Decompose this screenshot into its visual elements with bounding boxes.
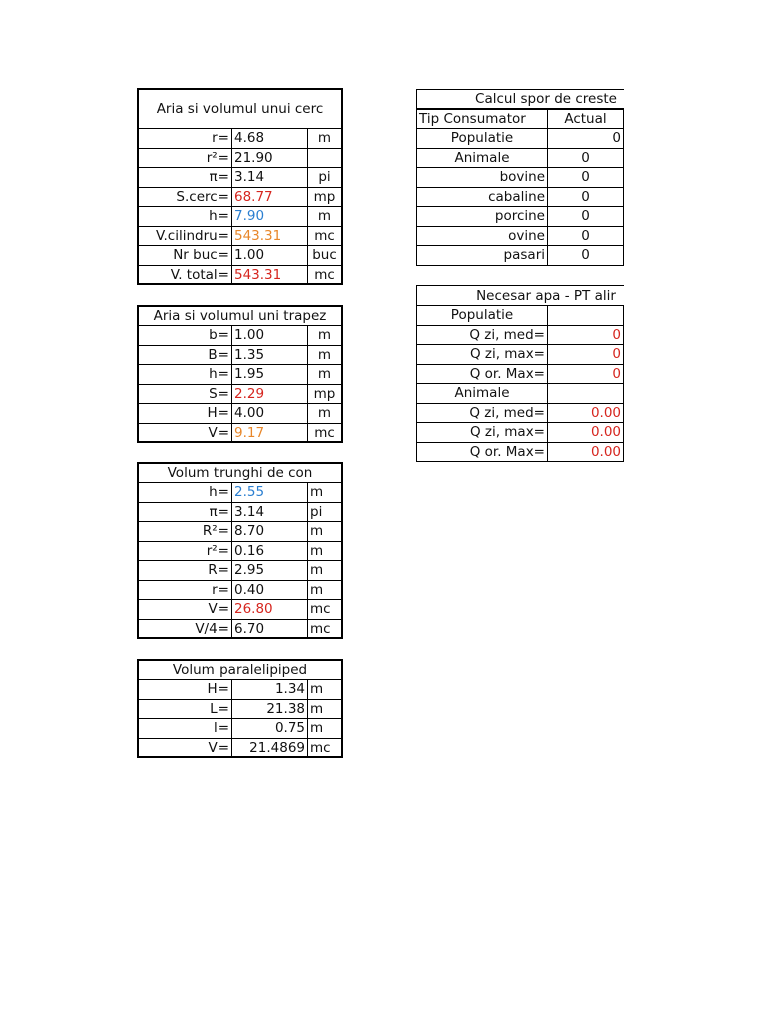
trapez-value: 2.29 [231, 384, 308, 405]
cerc-unit [307, 148, 342, 169]
spor-row [416, 245, 624, 265]
con-value: 2.55 [231, 482, 308, 503]
con-unit: m [307, 541, 342, 562]
spor-title: Calcul spor de creste [416, 89, 624, 109]
necesar-row [416, 422, 624, 442]
paralelipiped-unit: m [307, 718, 342, 739]
cerc-value: 543.31 [231, 226, 308, 247]
necesar-value: 0.00 [547, 442, 624, 463]
necesar-value [547, 383, 624, 404]
spor-value: 0 [547, 226, 624, 247]
spor-extra [623, 226, 624, 247]
trapez-value: 1.95 [231, 364, 308, 385]
cerc-value: 7.90 [231, 206, 308, 227]
cerc-unit: m [307, 206, 342, 227]
trapez-value: 1.00 [231, 325, 308, 346]
cerc-row [138, 206, 342, 226]
necesar-label: Q or. Max= [416, 364, 548, 385]
paralelipiped-title: Volum paralelipiped [138, 660, 342, 680]
spor-value: 0 [547, 187, 624, 208]
paralelipiped-value: 21.4869 [231, 738, 308, 759]
con-row [138, 580, 342, 600]
paralelipiped-value: 21.38 [231, 699, 308, 720]
con-unit: m [307, 482, 342, 503]
cerc-label: S.cerc= [138, 187, 232, 208]
trapez-label: V= [138, 423, 232, 444]
con-value: 0.16 [231, 541, 308, 562]
con-value: 2.95 [231, 560, 308, 581]
spor-label: cabaline [416, 187, 548, 208]
necesar-value: 0 [547, 364, 624, 385]
paralelipiped-label: V= [138, 738, 232, 759]
cerc-unit: mc [307, 265, 342, 286]
necesar-extra [623, 422, 624, 443]
spor-row [416, 187, 624, 207]
necesar-label: Q zi, max= [416, 344, 548, 365]
cerc-value: 1.00 [231, 245, 308, 266]
necesar-value: 0.00 [547, 403, 624, 424]
necesar-label: Q or. Max= [416, 442, 548, 463]
cerc-table [138, 89, 342, 284]
con-unit: pi [307, 502, 342, 523]
trapez-label: h= [138, 364, 232, 385]
spor-label: bovine [416, 167, 548, 188]
con-row [138, 482, 342, 502]
cerc-row [138, 128, 342, 148]
con-unit: m [307, 560, 342, 581]
cerc-label: r= [138, 128, 232, 149]
cerc-value: 543.31 [231, 265, 308, 286]
necesar-extra [623, 364, 624, 385]
trapez-unit: m [307, 364, 342, 385]
spor-extra [623, 167, 624, 188]
con-row [138, 502, 342, 522]
spor-row [416, 148, 624, 168]
spor-extra [623, 148, 624, 169]
cerc-value: 21.90 [231, 148, 308, 169]
spor-value: 0 [547, 245, 624, 266]
trapez-label: b= [138, 325, 232, 346]
trapez-label: H= [138, 403, 232, 424]
necesar-title: Necesar apa - PT alir [416, 285, 624, 306]
con-unit: mc [307, 619, 342, 640]
necesar-row [416, 364, 624, 384]
paralelipiped-row [138, 738, 342, 758]
cerc-label: r²= [138, 148, 232, 169]
cerc-value: 3.14 [231, 167, 308, 188]
necesar-extra [623, 344, 624, 365]
trapez-unit: mp [307, 384, 342, 405]
trapez-label: B= [138, 345, 232, 366]
necesar-value: 0 [547, 344, 624, 365]
necesar-label: Populatie [416, 305, 548, 326]
con-value: 0.40 [231, 580, 308, 601]
cerc-row [138, 167, 342, 187]
trapez-row [138, 423, 342, 443]
cerc-row [138, 265, 342, 285]
trapez-unit: m [307, 345, 342, 366]
con-row [138, 619, 342, 639]
necesar-row [416, 305, 624, 325]
spor-value: 0 [547, 128, 624, 149]
cerc-label: π= [138, 167, 232, 188]
spor-extra [623, 245, 624, 266]
cerc-title: Aria si volumul unui cerc [138, 89, 342, 129]
necesar-row [416, 403, 624, 423]
trapez-unit: m [307, 325, 342, 346]
con-table [138, 463, 342, 638]
spor-value: 0 [547, 167, 624, 188]
necesar-extra [623, 325, 624, 346]
paralelipiped-label: l= [138, 718, 232, 739]
con-label: R= [138, 560, 232, 581]
necesar-value [547, 305, 624, 326]
cerc-unit: pi [307, 167, 342, 188]
paralelipiped-unit: m [307, 699, 342, 720]
con-label: h= [138, 482, 232, 503]
trapez-unit: mc [307, 423, 342, 444]
paralelipiped-label: H= [138, 679, 232, 700]
cerc-row [138, 148, 342, 168]
spor-table [416, 89, 624, 267]
spor-label: Animale [416, 148, 548, 169]
spor-extra [623, 206, 624, 227]
cerc-label: V. total= [138, 265, 232, 286]
con-row [138, 521, 342, 541]
cerc-unit: mc [307, 226, 342, 247]
necesar-row [416, 325, 624, 345]
spor-row [416, 206, 624, 226]
con-unit: mc [307, 599, 342, 620]
spor-row [416, 128, 624, 148]
cerc-label: V.cilindru= [138, 226, 232, 247]
cerc-unit: m [307, 128, 342, 149]
spor-label: porcine [416, 206, 548, 227]
spor-header-actual: Actual [547, 109, 624, 129]
necesar-label: Q zi, max= [416, 422, 548, 443]
trapez-unit: m [307, 403, 342, 424]
spor-extra [623, 187, 624, 208]
trapez-row [138, 325, 342, 345]
paralelipiped-value: 1.34 [231, 679, 308, 700]
trapez-value: 4.00 [231, 403, 308, 424]
trapez-row [138, 364, 342, 384]
paralelipiped-unit: mc [307, 738, 342, 759]
cerc-unit: mp [307, 187, 342, 208]
trapez-row [138, 345, 342, 365]
necesar-extra [623, 383, 624, 404]
con-unit: m [307, 580, 342, 601]
trapez-row [138, 384, 342, 404]
trapez-label: S= [138, 384, 232, 405]
spor-value: 0 [547, 148, 624, 169]
con-value: 3.14 [231, 502, 308, 523]
con-value: 6.70 [231, 619, 308, 640]
con-label: π= [138, 502, 232, 523]
necesar-extra [623, 403, 624, 424]
necesar-extra [623, 442, 624, 463]
paralelipiped-value: 0.75 [231, 718, 308, 739]
paralelipiped-row [138, 679, 342, 699]
con-row [138, 599, 342, 619]
paralelipiped-row [138, 699, 342, 719]
con-label: r= [138, 580, 232, 601]
cerc-label: h= [138, 206, 232, 227]
con-row [138, 560, 342, 580]
spor-row [416, 226, 624, 246]
trapez-value: 1.35 [231, 345, 308, 366]
necesar-row [416, 344, 624, 364]
paralelipiped-row [138, 718, 342, 738]
spor-extra [623, 128, 624, 149]
paralelipiped-label: L= [138, 699, 232, 720]
con-label: r²= [138, 541, 232, 562]
cerc-label: Nr buc= [138, 245, 232, 266]
cerc-value: 4.68 [231, 128, 308, 149]
necesar-value: 0 [547, 325, 624, 346]
paralelipiped-table [138, 660, 342, 757]
spor-label: pasari [416, 245, 548, 266]
spor-row [416, 167, 624, 187]
con-row [138, 541, 342, 561]
necesar-table [416, 285, 624, 466]
necesar-row [416, 442, 624, 462]
cerc-row [138, 245, 342, 265]
cerc-row [138, 226, 342, 246]
spor-label: ovine [416, 226, 548, 247]
con-label: R²= [138, 521, 232, 542]
con-title: Volum trunghi de con [138, 463, 342, 483]
cerc-unit: buc [307, 245, 342, 266]
con-value: 8.70 [231, 521, 308, 542]
paralelipiped-unit: m [307, 679, 342, 700]
necesar-label: Animale [416, 383, 548, 404]
necesar-extra [623, 305, 624, 326]
con-label: V/4= [138, 619, 232, 640]
necesar-label: Q zi, med= [416, 403, 548, 424]
con-value: 26.80 [231, 599, 308, 620]
necesar-value: 0.00 [547, 422, 624, 443]
necesar-row [416, 383, 624, 403]
trapez-table [138, 306, 342, 442]
spor-label: Populatie [416, 128, 548, 149]
spor-header-extra [623, 109, 624, 129]
spor-value: 0 [547, 206, 624, 227]
trapez-row [138, 403, 342, 423]
trapez-value: 9.17 [231, 423, 308, 444]
con-unit: m [307, 521, 342, 542]
spor-header-tip: Tip Consumator [416, 109, 548, 129]
trapez-title: Aria si volumul uni trapez [138, 306, 342, 326]
cerc-value: 68.77 [231, 187, 308, 208]
necesar-label: Q zi, med= [416, 325, 548, 346]
cerc-row [138, 187, 342, 207]
con-label: V= [138, 599, 232, 620]
